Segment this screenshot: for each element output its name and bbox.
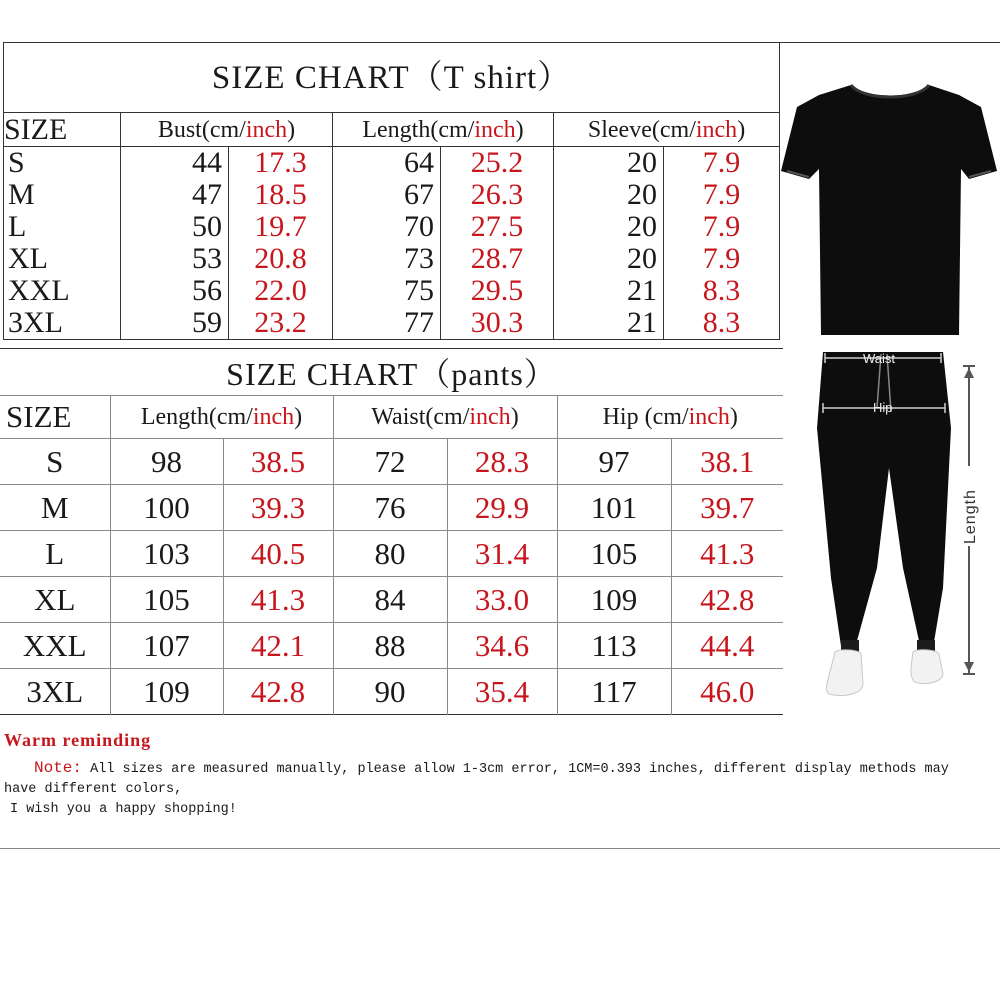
hip-cm-cell: 97: [557, 439, 671, 485]
waist-inch-cell: 29.9: [447, 485, 557, 531]
waist-cm-cell: 72: [333, 439, 447, 485]
size-cell: XL: [0, 577, 110, 623]
length-column-header: Length(cm/inch): [110, 396, 333, 439]
size-cell: L: [4, 211, 121, 243]
bust-cm-cell: 50: [121, 211, 229, 243]
length-inch-cell: 41.3: [223, 577, 333, 623]
size-cell: XXL: [4, 275, 121, 307]
waist-label: Waist: [863, 351, 896, 366]
table-row: [4, 243, 780, 275]
pants-header-row: [0, 396, 783, 439]
length-column-header: Length(cm/inch): [333, 113, 554, 147]
size-column-header: SIZE: [0, 396, 110, 439]
length-inch-cell: 29.5: [441, 275, 554, 307]
table-row: [0, 531, 783, 577]
table-row: [4, 211, 780, 243]
waist-cm-cell: 84: [333, 577, 447, 623]
waist-column-header: Waist(cm/inch): [333, 396, 557, 439]
waist-cm-cell: 80: [333, 531, 447, 577]
hip-inch-cell: 46.0: [700, 673, 755, 709]
tshirt-icon: [779, 43, 1000, 339]
pants-chart-title: SIZE CHART（pants）: [0, 349, 783, 396]
bust-cm-cell: 59: [121, 307, 229, 340]
pants-size-table: [0, 348, 783, 715]
pants-icon: [783, 348, 1000, 708]
tshirt-chart-title: SIZE CHART（T shirt）: [4, 43, 780, 113]
length-inch-cell: 42.1: [223, 623, 333, 669]
table-row: [0, 439, 783, 485]
note-text: [4, 758, 994, 820]
bust-inch-cell: 20.8: [229, 243, 333, 275]
length-inch-cell: 30.3: [441, 307, 554, 340]
hip-inch-cell: 42.8: [671, 577, 783, 623]
length-label: Length: [962, 489, 979, 544]
table-row: [0, 669, 783, 715]
table-row: [0, 485, 783, 531]
tshirt-image: [779, 42, 1000, 339]
length-cm-cell: 64: [333, 147, 441, 180]
warm-reminding-title: Warm reminding: [4, 730, 152, 750]
length-cm-cell: 70: [333, 211, 441, 243]
size-cell: S: [0, 439, 110, 485]
bust-cm-cell: 44: [121, 147, 229, 180]
waist-inch-cell: 35.4: [447, 669, 557, 715]
hip-cm-cell: 105: [557, 531, 671, 577]
size-cell: XL: [4, 243, 121, 275]
table-row: [0, 623, 783, 669]
waist-inch-cell: 28.3: [447, 439, 557, 485]
hip-cm-cell: 117: [557, 669, 671, 715]
sleeve-cm-cell: 20: [554, 211, 664, 243]
table-row: [0, 577, 783, 623]
sleeve-inch-cell: 7.9: [702, 211, 741, 243]
bust-inch-cell: 23.2: [229, 307, 333, 340]
length-inch-cell: 40.5: [223, 531, 333, 577]
hip-cm-cell: 109: [557, 577, 671, 623]
tshirt-header-row: [4, 113, 780, 147]
bust-cm-cell: 56: [121, 275, 229, 307]
sleeve-inch-cell: 8.3: [702, 275, 741, 307]
length-cm-cell: 100: [110, 485, 223, 531]
sleeve-inch-cell: 8.3: [702, 307, 741, 339]
sleeve-inch-cell: 7.9: [702, 179, 741, 211]
note-line-1: All sizes are measured manually, please allow 1-3cm error, 1CM=0.393 inches, different display methods may: [82, 762, 949, 777]
table-row: [4, 179, 780, 211]
size-cell: S: [4, 147, 121, 180]
length-cm-cell: 73: [333, 243, 441, 275]
note-line-3: I wish you a happy shopping!: [10, 802, 237, 817]
length-inch-cell: 25.2: [441, 147, 554, 180]
length-inch-cell: 38.5: [223, 439, 333, 485]
size-cell: L: [0, 531, 110, 577]
hip-inch-cell: 41.3: [671, 531, 783, 577]
waist-inch-cell: 33.0: [447, 577, 557, 623]
length-cm-cell: 75: [333, 275, 441, 307]
hip-cm-cell: 113: [557, 623, 671, 669]
waist-cm-cell: 76: [333, 485, 447, 531]
table-row: [4, 275, 780, 307]
length-cm-cell: 103: [110, 531, 223, 577]
waist-inch-cell: 31.4: [447, 531, 557, 577]
length-inch-cell: 27.5: [441, 211, 554, 243]
bust-column-header: Bust(cm/inch): [121, 113, 333, 147]
sleeve-column-header: Sleeve(cm/inch): [554, 113, 780, 147]
pants-image: [783, 348, 1000, 708]
length-cm-cell: 105: [110, 577, 223, 623]
note-line-2: have different colors,: [4, 782, 183, 797]
sleeve-inch-cell: 7.9: [702, 146, 741, 179]
size-cell: M: [4, 179, 121, 211]
size-column-header: SIZE: [4, 113, 121, 147]
bust-inch-cell: 18.5: [229, 179, 333, 211]
hip-cm-cell: 101: [557, 485, 671, 531]
table-row: [4, 147, 780, 180]
sleeve-cm-cell: 20: [554, 243, 664, 275]
bust-inch-cell: 22.0: [229, 275, 333, 307]
waist-cm-cell: 88: [333, 623, 447, 669]
sleeve-cm-cell: 20: [554, 179, 664, 211]
length-cm-cell: 67: [333, 179, 441, 211]
sleeve-cm-cell: 20: [554, 147, 664, 180]
size-cell: XXL: [0, 623, 110, 669]
sleeve-cm-cell: 21: [554, 307, 664, 340]
length-cm-cell: 77: [333, 307, 441, 340]
waist-inch-cell: 34.6: [447, 623, 557, 669]
length-inch-cell: 26.3: [441, 179, 554, 211]
size-cell: M: [0, 485, 110, 531]
length-inch-cell: 28.7: [441, 243, 554, 275]
hip-column-header: Hip (cm/inch): [557, 396, 783, 439]
length-cm-cell: 107: [110, 623, 223, 669]
bust-inch-cell: 19.7: [229, 211, 333, 243]
bust-cm-cell: 53: [121, 243, 229, 275]
size-cell: 3XL: [4, 307, 121, 340]
length-inch-cell: 39.3: [223, 485, 333, 531]
length-cm-cell: 98: [110, 439, 223, 485]
bust-cm-cell: 47: [121, 179, 229, 211]
hip-inch-cell: 39.7: [671, 485, 783, 531]
length-inch-cell: 42.8: [223, 669, 333, 715]
tshirt-size-table: [3, 42, 780, 340]
size-cell: 3XL: [0, 669, 110, 715]
hip-inch-cell: 38.1: [671, 439, 783, 485]
table-row: [4, 307, 780, 340]
hip-label: Hip: [873, 400, 893, 415]
note-label: Note:: [34, 759, 83, 777]
sleeve-cm-cell: 21: [554, 275, 664, 307]
length-cm-cell: 109: [110, 669, 223, 715]
sleeve-inch-cell: 7.9: [702, 243, 741, 275]
waist-cm-cell: 90: [333, 669, 447, 715]
bust-inch-cell: 17.3: [229, 147, 333, 180]
hip-inch-cell: 44.4: [671, 623, 783, 669]
